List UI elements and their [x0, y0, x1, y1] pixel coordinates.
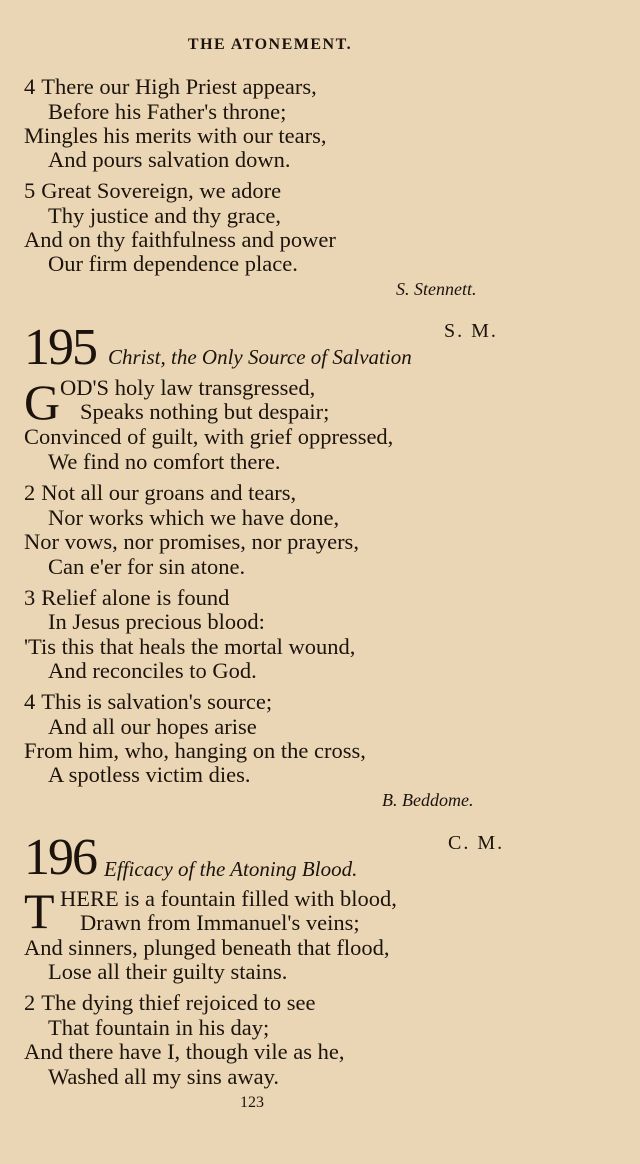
hymn-number: 196	[24, 829, 96, 886]
verse-line: And all our hopes arise	[48, 714, 257, 739]
verse-line: 3 Relief alone is found	[24, 585, 230, 610]
verse-line: 4 There our High Priest appears,	[24, 74, 317, 99]
verse-line: In Jesus precious blood:	[48, 609, 265, 634]
verse-line: Nor vows, nor promises, nor prayers,	[24, 529, 359, 554]
verse-line: 'Tis this that heals the mortal wound,	[24, 634, 356, 659]
hymn-author: B. Beddome.	[382, 790, 474, 810]
verse-line: Before his Father's throne;	[48, 99, 287, 124]
verse-line: 5 Great Sovereign, we adore	[24, 178, 282, 203]
verse-line: Thy justice and thy grace,	[48, 203, 282, 228]
verse-line: 2 The dying thief rejoiced to see	[24, 990, 316, 1015]
verse-line: HERE is a fountain filled with blood,	[60, 886, 397, 911]
verse-line: And pours salvation down.	[48, 147, 291, 172]
verse-line: Nor works which we have done,	[48, 505, 340, 530]
verse-line: 2 Not all our groans and tears,	[24, 480, 297, 505]
running-header: THE ATONEMENT.	[187, 36, 353, 53]
drop-cap: G	[24, 374, 61, 430]
verse-line: Our firm dependence place.	[48, 251, 298, 276]
hymn-title: Christ, the Only Source of Salvation	[108, 345, 412, 369]
hymn-title: Efficacy of the Atoning Blood.	[104, 857, 358, 881]
hymn-meter: C. M.	[448, 832, 505, 854]
verse-line: Mingles his merits with our tears,	[24, 123, 327, 148]
hymn-number: 195	[24, 319, 96, 376]
verse-line: OD'S holy law transgressed,	[60, 375, 316, 400]
verse-line: From him, who, hanging on the cross,	[24, 738, 366, 763]
verse-line: Washed all my sins away.	[48, 1064, 280, 1089]
drop-cap: T	[24, 883, 55, 939]
verse-line: We find no comfort there.	[48, 449, 281, 474]
verse-line: Can e'er for sin atone.	[48, 554, 246, 579]
verse-line: And on thy faithfulness and power	[24, 227, 336, 252]
page-number: 123	[240, 1094, 264, 1111]
verse-line: 4 This is salvation's source;	[24, 689, 273, 714]
hymn-meter: S. M.	[444, 320, 498, 342]
verse-line: A spotless victim dies.	[48, 762, 251, 787]
verse-line: Speaks nothing but despair;	[80, 399, 330, 424]
verse-line: And sinners, plunged beneath that flood,	[24, 935, 390, 960]
verse-line: And there have I, though vile as he,	[24, 1039, 345, 1064]
verse-line: Convinced of guilt, with grief oppressed,	[24, 424, 394, 449]
verse-line: Lose all their guilty stains.	[48, 959, 288, 984]
verse-line: Drawn from Immanuel's veins;	[80, 910, 360, 935]
hymn-author: S. Stennett.	[396, 279, 477, 299]
verse-line: That fountain in his day;	[48, 1015, 270, 1040]
verse-line: And reconciles to God.	[48, 658, 257, 683]
